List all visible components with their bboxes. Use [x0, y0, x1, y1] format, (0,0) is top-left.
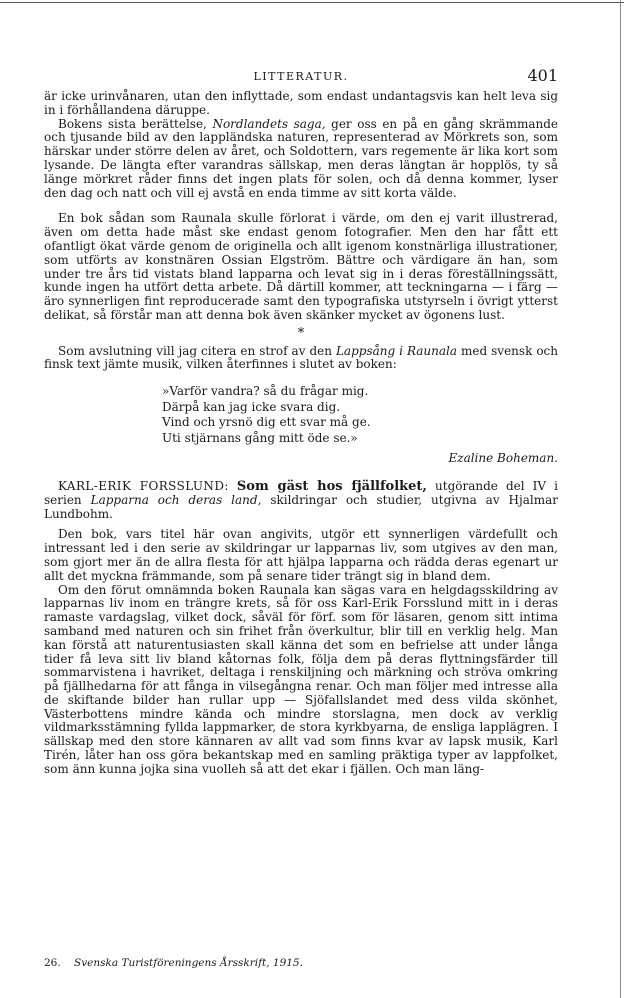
- review-desc-2: skildringar och studier, utgivna av Hjalmar Lundbohm.: [44, 492, 558, 521]
- running-title: LITTERATUR.: [253, 70, 349, 83]
- page-footer: [44, 957, 303, 969]
- signature: Ezaline Boheman.: [448, 451, 558, 466]
- paragraph-2: [44, 118, 558, 201]
- page-header: [44, 66, 558, 86]
- verse-line: Vind och yrsnö dig ett svar må ge.: [162, 415, 371, 430]
- p2-rest: ger oss en på en gång skrämmande och tjusande bild av den lappländska naturen, representerad av Mörkrets son, som härskar under större delen av året, och Soldottern, vars regemente är lika kort som lysande. De längta efter varandras sällskap, men deras längtan är hopplös, ty så länge mörkret råder finns det ingen plats för solen, och då denna kommer, lyser den dag och natt och vill ej avstå en enda timme av sitt korta välde.: [44, 116, 559, 200]
- review-paragraph-1: Den bok, vars titel här ovan angivits, utgör ett synnerligen värdefullt och intressant led i den serie av skildringar ur lapparnas liv, som utgives av den man, som gjort mer än de allra flesta för att hjälpa lapparna och rädda deras egenart ur allt det myckna främmande, som på senare tider trängt sig in bland dem.: [44, 527, 558, 583]
- section-separator: *: [297, 325, 305, 341]
- verse-line: Uti stjärnans gång mitt öde se.»: [162, 430, 358, 445]
- review-series-title: Lapparna och deras land,: [90, 492, 262, 507]
- review-desc-1: utgörande del IV i serien: [44, 478, 558, 507]
- paragraph-3: En bok sådan som Raunala skulle förlorat i värde, om den ej varit illustrerad, även om detta hade måst ske endast genom fotografier. Men den har fått ett ofantligt ökat värde genom de originella och allt igenom konstnärliga illustrationer, som utförts av konstnären Ossian Elgström. Bättre och värdigare än han, som under tre års tid vistats bland lapparna och levat sig in i deras föreställningssätt, kunde ingen ha utfört detta arbete. Då därtill kommer, att teckningarna — i färg — äro synnerligen fint reproducerade samt den typografiska utstyrseln i övrigt ytterst delikat, så förstår man att denna bok även skänker mycket av ögonens lust.: [44, 211, 558, 322]
- page-number: 401: [527, 66, 558, 85]
- paragraph-1: är icke urinvånaren, utan den inflyttade, som endast undantagsvis kan helt leva sig in i förhållandena däruppe.: [44, 89, 558, 117]
- paragraph-4: [44, 345, 558, 373]
- verse-block: [162, 384, 558, 446]
- verse-line: Därpå kan jag icke svara dig.: [162, 399, 341, 414]
- publication-name: Svenska Turistföreningens Årsskrift, 1915.: [74, 957, 303, 969]
- p4-rest: med svensk och finsk text jämte musik, vilken återfinnes i slutet av boken:: [44, 343, 558, 372]
- review-book-title: Som gäst hos fjällfolket,: [236, 478, 427, 494]
- review-author: KARL-ERIK FORSSLUND:: [58, 478, 229, 493]
- signature-number: 26.: [44, 957, 61, 969]
- p4-start: Som avslutning vill jag citera en strof av den: [58, 343, 336, 358]
- page-body: [44, 90, 558, 777]
- right-border-line: [620, 0, 621, 998]
- p2-start: Bokens sista berättelse,: [58, 116, 213, 131]
- book-title-nordlandets-saga: Nordlandets saga,: [212, 116, 326, 131]
- review-heading: [44, 480, 558, 521]
- top-border-line: [0, 2, 624, 3]
- review-paragraph-2: Om den förut omnämnda boken Raunala kan sägas vara en helgdagsskildring av lapparnas liv inom en trängre krets, så för oss Karl-Erik Forsslund mitt in i deras ramaste vardagslag, vilket dock, såväl för förf. som för läsaren, genom sitt intima samband med naturen och sin frihet från överkultur, blir till en verklig helg. Man kan förstå att naturentusiasten skall känna det som en befrielse att under långa tider få leva sitt liv bland kåtornas folk, följa dem på deras flyttningsfärder till sommarvistena i havriket, deltaga i renskiljning och märkning och ströva omkring på fjällhedarna för att fånga in vilsegångna renar. Och man följer med intresse alla de skiftande bilder han rullar upp — Sjöfallslandet med dess vilda skönhet, Västerbottens mindre kända och mindre storslagna, men dock av verklig vildmarksstämning fyllda lappmarker, de stora kyrkbyarna, de ensliga lapplägren. I sällskap med den store kännaren av allt vad som finns kvar av lapsk musik, Karl Tirén, låter han oss göra bekantskap med en samling präktiga typer av lappfolket, som änn kunna jojka sina vuolleh så att det ekar i fjällen. Och man läng-: [44, 582, 558, 776]
- verse-line: »Varför vandra? så du frågar mig.: [162, 384, 369, 399]
- song-title: Lappsång i Raunala: [335, 343, 458, 358]
